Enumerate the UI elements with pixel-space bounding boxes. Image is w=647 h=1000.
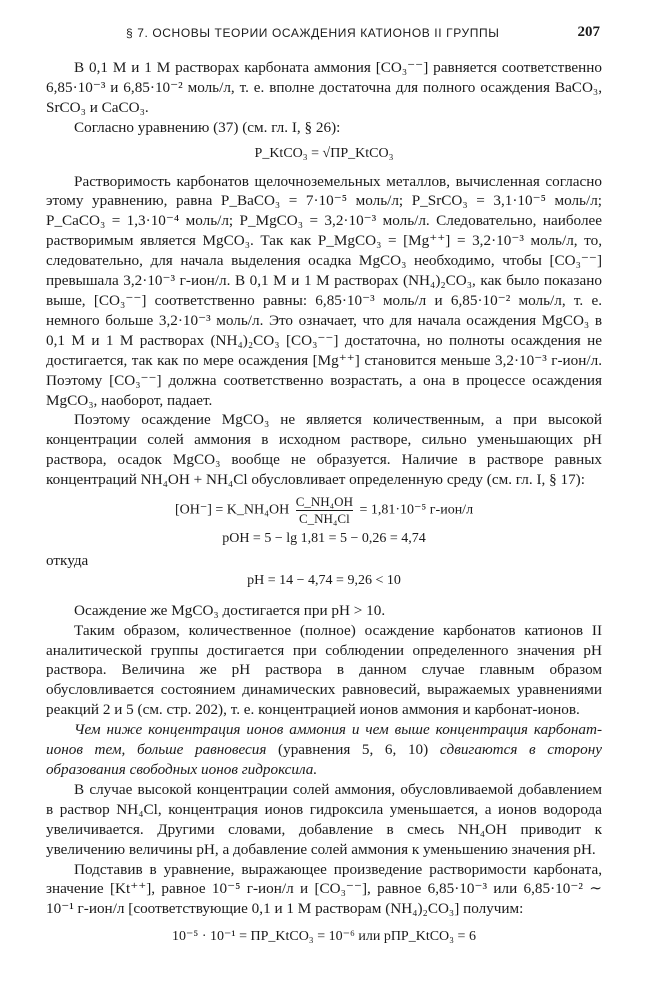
word-otkuda: откуда (46, 551, 89, 569)
fraction-denominator: C_NH₄Cl (298, 511, 350, 527)
fraction (296, 494, 353, 527)
paragraph: В 0,1 М и 1 М растворах карбоната аммония [CO₃⁻⁻] равняется соответственно 6,85·10⁻³ и 6,85·10⁻² моль/л, т. е. вполне достаточна для полного осаждения BaCO₃, SrCO₃ и CaCO₃. (46, 59, 602, 116)
equation-right: = 1,81·10⁻⁵ г-ион/л (359, 502, 474, 518)
paragraph: В случае высокой концентрации солей аммония, обусловливаемой добавлением в раствор NH₄Cl, концентрация ионов гидроксила уменьшается, а ионов водорода увеличивается. Другими словами, добавление в смесь NH₄OH приводит к увеличению величины pH, а добавление солей аммония к уменьшению значения pH. (46, 780, 602, 858)
equation-solubility-product: 10⁻⁵ · 10⁻¹ = ПР_KtCO₃ = 10⁻⁶ или pПР_KtCO₃ = 6 (172, 929, 476, 945)
equation-left: [OH⁻] = K_NH₄OH (174, 502, 290, 518)
paragraph: Поэтому осаждение MgCO₃ не является количественным, а при высокой концентрации солей аммония в исходном растворе, сильно уменьшающих pH раствора, осадок MgCO₃ вообще не образуется. Наличие в растворе равных концентраций NH₄OH + NH₄Cl обусловливает определенную среду (см. гл. I, § 17): (46, 411, 602, 489)
paragraph: Подставив в уравнение, выражающее произведение растворимости карбоната, значение [Kt⁺⁺], равное 10⁻⁵ г-ион/л и [CO₃⁻⁻], равное 6,85·10⁻³ или 6,85·10⁻² ∼ 10⁻¹ г-ион/л [соответствующие 0,1 и 1 М растворам (NH₄)₂CO₃] получим: (46, 860, 602, 918)
paragraph-emphasis (46, 720, 602, 780)
section-title: § 7. ОСНОВЫ ТЕОРИИ ОСАЖДЕНИЯ КАТИОНОВ II ГРУППЫ (126, 26, 500, 40)
equation-hydroxide (46, 494, 602, 527)
emphasis-text: Чем ниже концентрация ионов аммония и чем выше концентрация карбонат-ионов тем, больше равновесия (46, 721, 602, 759)
equation-poh: pOH = 5 − lg 1,81 = 5 − 0,26 = 4,74 (222, 531, 426, 547)
paragraph: Согласно уравнению (37) (см. гл. I, § 26): (74, 118, 341, 136)
page-number: 207 (577, 24, 600, 40)
equation-ph: pH = 14 − 4,74 = 9,26 < 10 (247, 572, 401, 588)
paragraph: Осаждение же MgCO₃ достигается при pH > 10. (74, 601, 386, 619)
running-header (46, 26, 602, 46)
paragraph: Растворимость карбонатов щелочноземельных металлов, вычисленная согласно этому уравнению, равна P_BaCO₃ = 7·10⁻⁵ моль/л; P_SrCO₃ = 3,1·10⁻⁵ моль/л; P_CaCO₃ = 1,3·10⁻⁴ моль/л; P_MgCO₃ = 3,2·10⁻³ моль/л. Следовательно, наиболее растворимым является MgCO₃. Так как P_MgCO₃ = [Mg⁺⁺] = 3,2·10⁻³ моль/л, то, следовательно, для начала выделения осадка MgCO₃ необходимо, чтобы [CO₃⁻⁻] превышала 3,2·10⁻³ г-ион/л. В 0,1 М и 1 М растворах (NH₄)₂CO₃, как было показано выше, [CO₃⁻⁻] соответственно равны: 6,85·10⁻³ моль/л и 6,85·10⁻² моль/л, т. е. немного больше 3,2·10⁻³ моль/л. Это означает, что для начала осаждения MgCO₃ в 0,1 М и 1 М растворах (NH₄)₂CO₃ [CO₃⁻⁻] достаточна, но полноты осаждения не достигается, так как по мере осаждения [Mg⁺⁺] становится меньше 3,2·10⁻³ г-ион/л. Поэтому [CO₃⁻⁻] должна соответственно возрастать, а она в процессе осаждения MgCO₃, наоборот, падает. (46, 172, 602, 409)
body-text (46, 58, 602, 947)
equation-solubility: P_KtCO₃ = √ПР_KtCO₃ (254, 145, 394, 161)
fraction-numerator: C_NH₄OH (295, 494, 353, 510)
emphasis-text: сдвигаются в сторону образования свободных ионов гидроксила. (46, 741, 603, 778)
paragraph: Таким образом, количественное (полное) осаждение карбонатов катионов II аналитической группы достигается при соблюдении определенного значения pH раствора. Величина же pH раствора в данном случае главным образом обусловливается состоянием динамических равновесий, выражаемых уравнениями реакций 2 и 5 (см. стр. 202), т. е. концентрацией ионов аммония и карбонат-ионов. (46, 621, 602, 719)
plain-text: (уравнения 5, 6, 10) (266, 741, 440, 759)
